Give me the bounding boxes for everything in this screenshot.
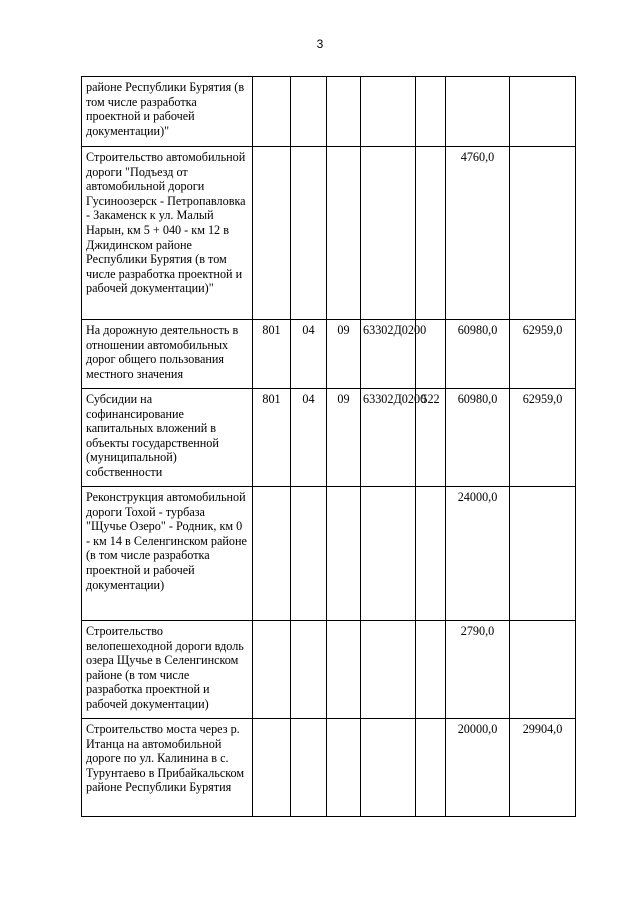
- amount-year2-cell: 62959,0: [510, 320, 576, 389]
- amount-year2-cell: [510, 621, 576, 719]
- section-code-cell: 04: [291, 320, 327, 389]
- target-article-cell: [361, 719, 416, 817]
- section-code-cell: [291, 77, 327, 147]
- table-row: [82, 77, 576, 147]
- ministry-code-cell: [253, 487, 291, 621]
- page-number: 3: [316, 37, 324, 51]
- ministry-code-cell: 801: [253, 320, 291, 389]
- item-name-cell: Строительство моста через р. Итанца на автомобильной дороге по ул. Калинина в с. Турунтаево в Прибайкальском районе Республики Бурятия: [82, 719, 253, 817]
- amount-year2-cell: [510, 147, 576, 320]
- table-row: [82, 389, 576, 487]
- table-row: [82, 719, 576, 817]
- subsection-code-cell: 09: [327, 389, 361, 487]
- table-row: [82, 621, 576, 719]
- item-name-cell: Субсидии на софинансирование капитальных вложений в объекты государственной (муниципальной) собственности: [82, 389, 253, 487]
- item-name-cell: Строительство автомобильной дороги "Подъезд от автомобильной дороги Гусиноозерск - Петропавловка - Закаменск к ул. Малый Нарын, км 5 + 040 - км 12 в Джидинском районе Республики Бурятия (в том числе разработка проектной и рабочей документации)": [82, 147, 253, 320]
- target-article-cell: [361, 77, 416, 147]
- amount-year2-cell: 29904,0: [510, 719, 576, 817]
- ministry-code-cell: [253, 621, 291, 719]
- amount-year2-cell: 62959,0: [510, 389, 576, 487]
- expense-type-cell: [416, 147, 446, 320]
- amount-year1-cell: [446, 77, 510, 147]
- table-row: [82, 147, 576, 320]
- ministry-code-cell: [253, 77, 291, 147]
- target-article-cell: 63302Д0200: [361, 389, 416, 487]
- item-name-cell: районе Республики Бурятия (в том числе разработка проектной и рабочей документации)": [82, 77, 253, 147]
- expense-type-cell: [416, 487, 446, 621]
- section-code-cell: [291, 487, 327, 621]
- section-code-cell: [291, 147, 327, 320]
- expense-type-cell: [416, 621, 446, 719]
- subsection-code-cell: [327, 621, 361, 719]
- target-article-cell: [361, 487, 416, 621]
- subsection-code-cell: [327, 719, 361, 817]
- amount-year2-cell: [510, 77, 576, 147]
- ministry-code-cell: 801: [253, 389, 291, 487]
- amount-year1-cell: 60980,0: [446, 389, 510, 487]
- amount-year1-cell: 60980,0: [446, 320, 510, 389]
- table-row: [82, 320, 576, 389]
- section-code-cell: [291, 621, 327, 719]
- target-article-cell: 63302Д0200: [361, 320, 416, 389]
- section-code-cell: [291, 719, 327, 817]
- expense-type-cell: [416, 719, 446, 817]
- item-name-cell: Реконструкция автомобильной дороги Тохой - турбаза "Щучье Озеро" - Родник, км 0 - км 14 в Селенгинском районе (в том числе разработка проектной и рабочей документации): [82, 487, 253, 621]
- amount-year1-cell: 4760,0: [446, 147, 510, 320]
- item-name-cell: На дорожную деятельность в отношении автомобильных дорог общего пользования местного значения: [82, 320, 253, 389]
- amount-year1-cell: 20000,0: [446, 719, 510, 817]
- item-name-cell: Строительство велопешеходной дороги вдоль озера Щучье в Селенгинском районе (в том числе разработка проектной и рабочей документации): [82, 621, 253, 719]
- subsection-code-cell: [327, 147, 361, 320]
- expense-type-cell: 522: [416, 389, 446, 487]
- amount-year1-cell: 2790,0: [446, 621, 510, 719]
- table-row: [82, 487, 576, 621]
- ministry-code-cell: [253, 719, 291, 817]
- subsection-code-cell: [327, 77, 361, 147]
- subsection-code-cell: [327, 487, 361, 621]
- amount-year1-cell: 24000,0: [446, 487, 510, 621]
- target-article-cell: [361, 147, 416, 320]
- amount-year2-cell: [510, 487, 576, 621]
- section-code-cell: 04: [291, 389, 327, 487]
- budget-table: [81, 76, 576, 817]
- target-article-cell: [361, 621, 416, 719]
- ministry-code-cell: [253, 147, 291, 320]
- expense-type-cell: [416, 77, 446, 147]
- subsection-code-cell: 09: [327, 320, 361, 389]
